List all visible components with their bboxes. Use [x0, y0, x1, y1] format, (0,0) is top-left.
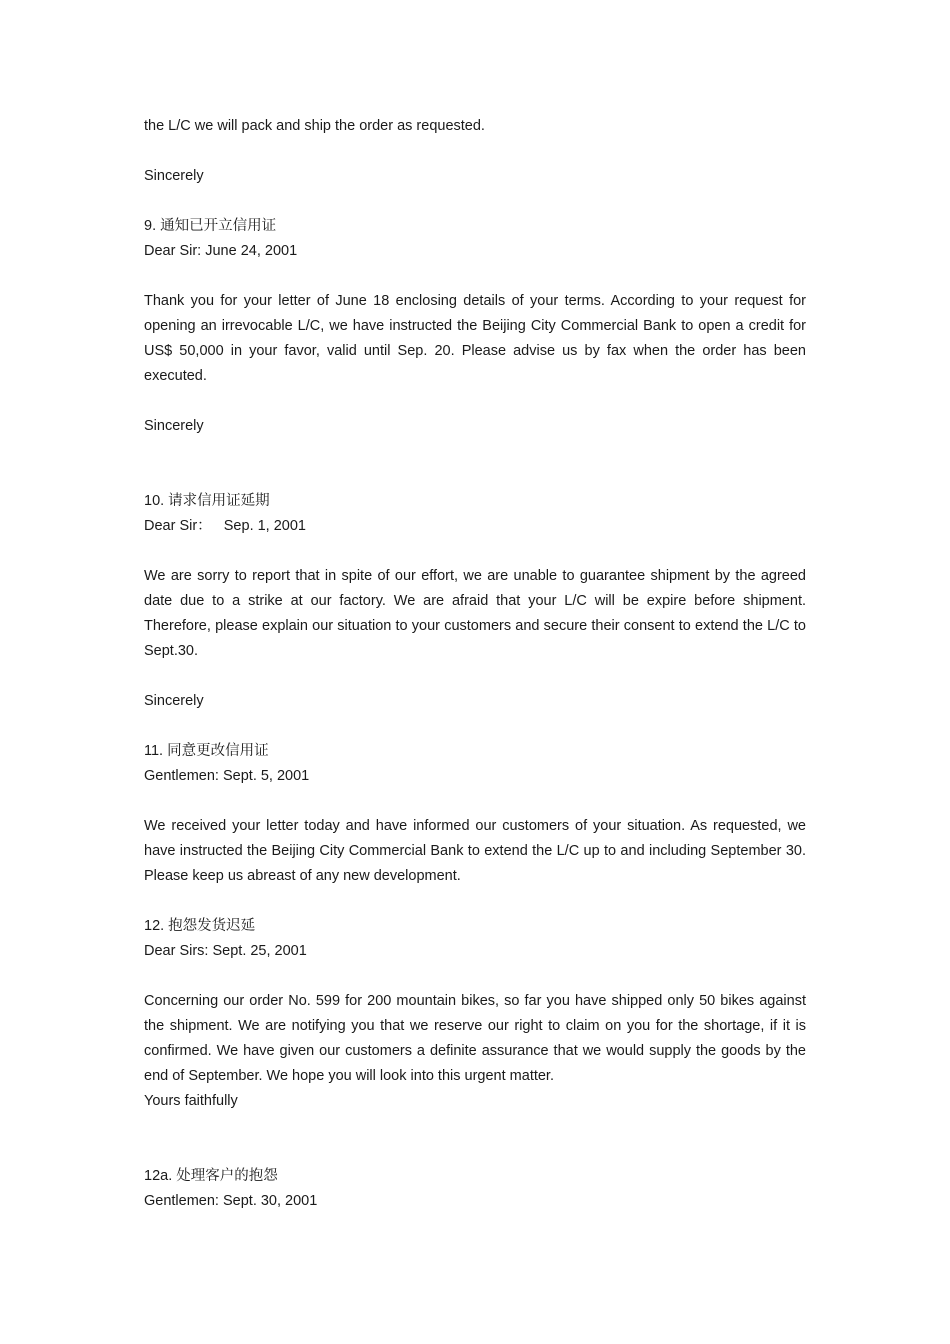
letter-body: Thank you for your letter of June 18 enclosing details of your terms. According to your request for opening an irrevocable L/C, we have instructed the Beijing City Commercial Bank to open a credit for US$ 50,000 in your favor, valid until Sep. 20. Please advise us by fax when the order has been executed. [144, 293, 806, 384]
letter-salutation: Dear Sir: June 24, 2001 [144, 243, 298, 259]
letter-salutation: Gentlemen: Sept. 30, 2001 [144, 1193, 318, 1209]
letter-closing: Yours faithfully [144, 1093, 238, 1109]
closing-text: Sincerely [144, 168, 204, 184]
letter-heading: 12a. 处理客户的抱怨 [144, 1168, 278, 1184]
letter-salutation: Gentlemen: Sept. 5, 2001 [144, 768, 310, 784]
letter-body: We are sorry to report that in spite of our effort, we are unable to guarantee shipment by the agreed date due to a strike at our factory. We are afraid that your L/C will be expire before shipment. Therefore, please explain our situation to your customers and secure their consent to extend the L/C to Sept.30. [144, 568, 806, 659]
letter-heading: 9. 通知已开立信用证 [144, 218, 277, 234]
letter-closing: Sincerely [144, 418, 204, 434]
letter-salutation: Dear Sir： Sep. 1, 2001 [144, 518, 306, 534]
letter-salutation: Dear Sirs: Sept. 25, 2001 [144, 943, 307, 959]
letter-heading: 12. 抱怨发货迟延 [144, 918, 256, 934]
letter-heading: 10. 请求信用证延期 [144, 493, 270, 509]
document-body [144, 114, 806, 1214]
letter-heading: 11. 同意更改信用证 [144, 743, 269, 759]
letter-body: We received your letter today and have informed our customers of your situation. As requested, we have instructed the Beijing City Commercial Bank to extend the L/C up to and including September 30. Please keep us abreast of any new development. [144, 818, 806, 884]
letter-body: Concerning our order No. 599 for 200 mountain bikes, so far you have shipped only 50 bikes against the shipment. We are notifying you that we reserve our right to claim on you for the shortage, if it is confirmed. We have given our customers a definite assurance that we would supply the goods by the end of September. We hope you will look into this urgent matter. [144, 993, 806, 1084]
letter-closing: Sincerely [144, 693, 204, 709]
continuation-text: the L/C we will pack and ship the order as requested. [144, 118, 485, 134]
